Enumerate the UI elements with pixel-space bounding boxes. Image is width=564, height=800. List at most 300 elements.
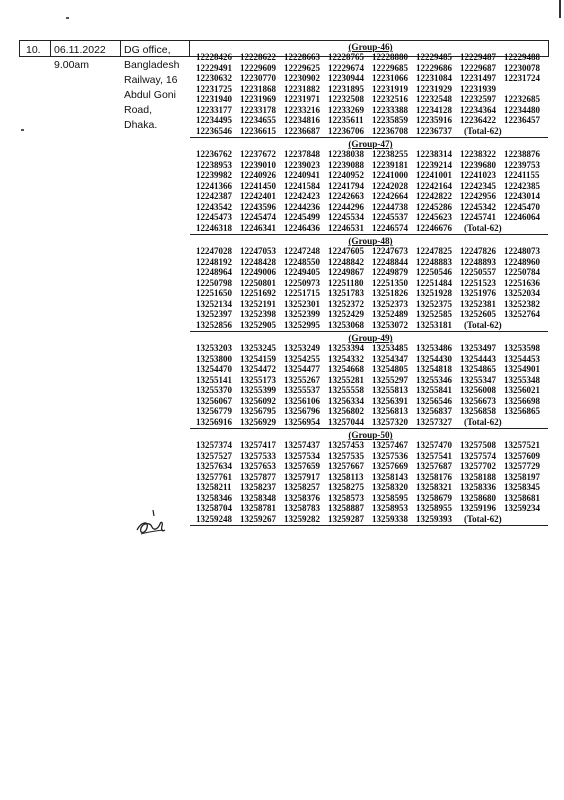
roll-number: 13252372 [328, 298, 364, 309]
roll-number: 12228622 [240, 52, 276, 62]
roll-number: 13255346 [416, 374, 452, 385]
roll-number: 13257044 [328, 416, 364, 427]
roll-number: 12235611 [328, 115, 364, 125]
roll-number: 13257659 [284, 461, 320, 471]
roll-number: 12247826 [460, 246, 496, 256]
roll-number: 12245537 [372, 212, 408, 222]
roll-number: 13253497 [460, 343, 496, 353]
roll-number: 12231929 [416, 83, 452, 94]
roll-number: 12228880 [372, 52, 408, 62]
roll-number: 12239088 [328, 159, 364, 170]
roll-number: 13258321 [416, 482, 452, 492]
roll-number: 13259338 [372, 513, 408, 524]
roll-number: 13258783 [284, 503, 320, 513]
roll-number: 13253072 [372, 319, 408, 330]
group-total: (Total-62) [464, 319, 502, 330]
roll-row [196, 202, 545, 213]
roll-number: 12249867 [328, 267, 364, 277]
roll-number: 12231724 [504, 73, 540, 83]
roll-number: 12247248 [284, 246, 320, 256]
roll-number: 12245741 [460, 212, 496, 222]
roll-number: 13255348 [504, 374, 540, 385]
roll-number: 12232685 [504, 94, 540, 104]
roll-number: 13254347 [372, 353, 408, 364]
roll-row [196, 354, 545, 365]
roll-number: 12242663 [328, 191, 364, 201]
roll-number: 13254865 [460, 364, 496, 374]
roll-number: 12251180 [328, 277, 364, 288]
roll-number: 13251783 [328, 288, 364, 298]
roll-number: 12232516 [372, 94, 408, 104]
roll-number: 13256795 [240, 406, 276, 416]
roll-number: 12241794 [328, 180, 364, 191]
roll-number: 12246318 [196, 222, 232, 233]
roll-number: 12239010 [240, 159, 276, 170]
venue-cell [121, 41, 190, 131]
roll-number: 12248883 [416, 256, 452, 267]
roll-number: 13253800 [196, 353, 232, 364]
roll-number: 13256916 [196, 416, 232, 427]
roll-number: 12236615 [240, 125, 276, 136]
venue-line: Dhaka. [124, 119, 158, 131]
roll-number: 13255841 [416, 385, 452, 395]
roll-number: 12251484 [416, 277, 452, 288]
roll-number: 12246341 [240, 222, 276, 233]
roll-row [196, 375, 545, 386]
roll-row [196, 278, 545, 289]
roll-number: 13256865 [504, 406, 540, 416]
roll-row [196, 149, 545, 160]
roll-number: 13258680 [460, 492, 496, 503]
roll-number: 12243014 [504, 191, 540, 201]
roll-number: 12249006 [240, 267, 276, 277]
roll-number: 12242028 [372, 180, 408, 191]
roll-number: 13256391 [372, 395, 408, 406]
roll-row [196, 63, 545, 74]
roll-number: 12242423 [284, 191, 320, 201]
roll-number: 12236687 [284, 125, 320, 136]
roll-number: 13259393 [416, 513, 452, 524]
roll-number: 12248550 [284, 256, 320, 267]
roll-number: 12231940 [196, 94, 232, 104]
roll-number: 13253203 [196, 343, 232, 353]
roll-number: 12232508 [328, 94, 364, 104]
roll-number: 13252856 [196, 319, 232, 330]
roll-number: 12251715 [284, 288, 320, 298]
roll-row [196, 451, 545, 462]
venue-line: Bangladesh [124, 59, 180, 71]
roll-number: 13257437 [284, 440, 320, 450]
roll-number: 12229485 [416, 52, 452, 62]
roll-number: 13251928 [416, 288, 452, 298]
roll-number: 13259234 [504, 503, 540, 513]
roll-number: 13254443 [460, 353, 496, 364]
roll-number: 12230944 [328, 73, 364, 83]
roll-number: 13253181 [416, 319, 452, 330]
roll-number: 13254453 [504, 353, 540, 364]
roll-row [196, 212, 545, 223]
roll-row [196, 257, 545, 268]
roll-number: 12238953 [196, 159, 232, 170]
roll-number: 13257702 [460, 461, 496, 471]
roll-number: 13252301 [284, 298, 320, 309]
roll-number: 13252764 [504, 309, 540, 319]
roll-number: 12248192 [196, 256, 232, 267]
roll-number: 12231497 [460, 73, 496, 83]
roll-number: 12236546 [196, 125, 232, 136]
roll-number: 12230770 [240, 73, 276, 83]
group-title: (Group-46) [348, 42, 393, 52]
roll-row [196, 126, 545, 137]
roll-row [196, 406, 545, 417]
roll-number: 13252191 [240, 298, 276, 309]
roll-number: 13253485 [372, 343, 408, 353]
roll-number: 12233178 [240, 104, 276, 115]
roll-number: 12250801 [240, 277, 276, 288]
roll-number: 13256008 [460, 385, 496, 395]
schedule-table [19, 40, 549, 524]
roll-number: 13258704 [196, 503, 232, 513]
roll-number: 13254159 [240, 353, 276, 364]
roll-number: 12240941 [284, 170, 320, 180]
roll-number: 13252605 [460, 309, 496, 319]
roll-number: 13257320 [372, 416, 408, 427]
roll-number: 12239214 [416, 159, 452, 170]
scan-speck [66, 17, 69, 19]
roll-number: 13252489 [372, 309, 408, 319]
roll-number: 13257609 [504, 450, 540, 461]
roll-number: 13252397 [196, 309, 232, 319]
roll-number: 13256796 [284, 406, 320, 416]
roll-number: 13254668 [328, 364, 364, 374]
roll-number: 12230632 [196, 73, 232, 83]
roll-number: 12234495 [196, 115, 232, 125]
group-block [190, 41, 548, 138]
roll-number: 13256546 [416, 395, 452, 406]
roll-number: 12247053 [240, 246, 276, 256]
roll-row [196, 246, 545, 257]
roll-number: 12236762 [196, 149, 232, 159]
roll-number: 13255267 [284, 374, 320, 385]
roll-number: 13256802 [328, 406, 364, 416]
roll-number: 13252905 [240, 319, 276, 330]
roll-row [196, 396, 545, 407]
roll-number: 12246676 [416, 222, 452, 233]
roll-number: 13256954 [284, 416, 320, 427]
roll-number: 13254901 [504, 364, 540, 374]
roll-number: 12242401 [240, 191, 276, 201]
roll-number: 13255537 [284, 385, 320, 395]
roll-number: 13252399 [284, 309, 320, 319]
roll-number: 12250973 [284, 277, 320, 288]
roll-number: 13257653 [240, 461, 276, 471]
roll-row [196, 223, 545, 234]
roll-row [196, 160, 545, 171]
roll-number: 13257453 [328, 440, 364, 450]
roll-number: 12233216 [284, 104, 320, 115]
roll-row [196, 181, 545, 192]
roll-number: 13258275 [328, 482, 364, 492]
roll-number: 13258953 [372, 503, 408, 513]
roll-number: 12249879 [372, 267, 408, 277]
roll-number: 13259196 [460, 503, 496, 513]
roll-number: 13253249 [284, 343, 320, 353]
roll-number: 13258211 [196, 482, 232, 492]
roll-number: 12229685 [372, 62, 408, 73]
roll-number: 13258320 [372, 482, 408, 492]
roll-number: 12241366 [196, 180, 232, 191]
roll-number: 12236457 [504, 115, 540, 125]
roll-number: 12236708 [372, 125, 408, 136]
roll-number: 13257541 [416, 450, 452, 461]
roll-number: 12244738 [372, 201, 408, 212]
roll-number: 13256813 [372, 406, 408, 416]
roll-number: 12235916 [416, 115, 452, 125]
group-title: (Group-47) [348, 139, 393, 149]
venue-line: DG office, [124, 44, 171, 56]
group-block [190, 138, 548, 235]
roll-number: 13257508 [460, 440, 496, 450]
roll-number: 12251692 [240, 288, 276, 298]
roll-number: 12245286 [416, 201, 452, 212]
roll-number: 12231725 [196, 83, 232, 94]
roll-number: 13257467 [372, 440, 408, 450]
roll-number: 13256106 [284, 395, 320, 406]
roll-number: 12233388 [372, 104, 408, 115]
roll-number: 13252375 [416, 298, 452, 309]
venue-line: Abdul Goni [124, 89, 176, 101]
roll-number: 12229491 [196, 62, 232, 73]
roll-number: 12236737 [416, 125, 452, 136]
roll-number: 13258113 [328, 471, 364, 482]
roll-number: 12238038 [328, 149, 364, 159]
roll-number: 13252134 [196, 298, 232, 309]
roll-number: 12239181 [372, 159, 408, 170]
signature [133, 508, 167, 538]
roll-number: 12245470 [504, 201, 540, 212]
roll-number: 12241450 [240, 180, 276, 191]
roll-number: 13254805 [372, 364, 408, 374]
group-block [190, 332, 548, 429]
roll-row [196, 115, 545, 126]
roll-number: 13255558 [328, 385, 364, 395]
roll-number: 13257634 [196, 461, 232, 471]
roll-number: 12245534 [328, 212, 364, 222]
roll-number: 13259267 [240, 513, 276, 524]
roll-number: 12245474 [240, 212, 276, 222]
roll-row [196, 472, 545, 483]
roll-number: 13255347 [460, 374, 496, 385]
roll-number: 13256698 [504, 395, 540, 406]
roll-number: 13254477 [284, 364, 320, 374]
roll-number: 12238322 [460, 149, 496, 159]
roll-number: 13259287 [328, 513, 364, 524]
roll-number: 13258257 [284, 482, 320, 492]
group-total: (Total-62) [464, 125, 502, 136]
roll-number: 12245473 [196, 212, 232, 222]
roll-number: 13256092 [240, 395, 276, 406]
roll-number: 12238314 [416, 149, 452, 159]
roll-number: 12233269 [328, 104, 364, 115]
roll-number: 12242956 [460, 191, 496, 201]
roll-number: 12229687 [460, 62, 496, 73]
roll-number: 13257729 [504, 461, 540, 471]
roll-number: 13256858 [460, 406, 496, 416]
roll-number: 13257667 [328, 461, 364, 471]
group-block [190, 429, 548, 526]
roll-row [196, 493, 545, 504]
roll-number: 12250784 [504, 267, 540, 277]
roll-number: 13252398 [240, 309, 276, 319]
roll-number: 12232597 [460, 94, 496, 104]
roll-number: 13257536 [372, 450, 408, 461]
roll-number: 13254255 [284, 353, 320, 364]
scan-speck [21, 129, 24, 131]
roll-number: 12242387 [196, 191, 232, 201]
roll-number: 12242822 [416, 191, 452, 201]
venue-line: Railway, 16 [124, 74, 178, 86]
roll-number: 12231895 [328, 83, 364, 94]
roll-number: 12251350 [372, 277, 408, 288]
roll-number: 13257533 [240, 450, 276, 461]
group-total: (Total-62) [464, 513, 502, 524]
group-total: (Total-62) [464, 222, 502, 233]
roll-number: 12229488 [504, 52, 540, 62]
roll-number: 13253486 [416, 343, 452, 353]
roll-number: 13256673 [460, 395, 496, 406]
roll-number: 13252585 [416, 309, 452, 319]
roll-number: 13255281 [328, 374, 364, 385]
roll-number: 13258345 [504, 482, 540, 492]
roll-row [196, 461, 545, 472]
roll-number: 13258376 [284, 492, 320, 503]
roll-number: 12231969 [240, 94, 276, 104]
roll-number: 12242164 [416, 180, 452, 191]
roll-number: 12248842 [328, 256, 364, 267]
roll-number: 12238876 [504, 149, 540, 159]
roll-number: 12243596 [240, 201, 276, 212]
roll-number: 12234816 [284, 115, 320, 125]
roll-number: 12248844 [372, 256, 408, 267]
roll-number: 12237672 [240, 149, 276, 159]
roll-number: 13255141 [196, 374, 232, 385]
roll-number: 12229487 [460, 52, 496, 62]
serial-cell [20, 41, 51, 56]
roll-number: 12240952 [328, 170, 364, 180]
date-time-cell [51, 41, 121, 71]
roll-number: 13259282 [284, 513, 320, 524]
roll-number: 13255399 [240, 385, 276, 395]
roll-number: 13257417 [240, 440, 276, 450]
roll-number: 13251826 [372, 288, 408, 298]
group-title: (Group-50) [348, 430, 393, 440]
roll-row [196, 73, 545, 84]
roll-number: 13257327 [416, 416, 452, 427]
roll-number: 13257877 [240, 471, 276, 482]
roll-number: 13258197 [504, 471, 540, 482]
roll-number: 12245623 [416, 212, 452, 222]
roll-number: 12250798 [196, 277, 232, 288]
roll-number: 12231868 [240, 83, 276, 94]
roll-number: 13258595 [372, 492, 408, 503]
roll-number: 13258336 [460, 482, 496, 492]
roll-number: 12231919 [372, 83, 408, 94]
roll-row [196, 105, 545, 116]
roll-number: 13255297 [372, 374, 408, 385]
roll-number: 13252429 [328, 309, 364, 319]
roll-number: 12229625 [284, 62, 320, 73]
roll-number: 13257535 [328, 450, 364, 461]
roll-number: 13256837 [416, 406, 452, 416]
roll-number: 13255370 [196, 385, 232, 395]
roll-number: 12247605 [328, 246, 364, 256]
roll-row [196, 191, 545, 202]
roll-number: 13257527 [196, 450, 232, 461]
roll-number: 12248893 [460, 256, 496, 267]
roll-number: 13258681 [504, 492, 540, 503]
roll-row [196, 440, 545, 451]
roll-number: 12238255 [372, 149, 408, 159]
roll-number: 12244236 [284, 201, 320, 212]
roll-number: 12246531 [328, 222, 364, 233]
roll-number: 12251650 [196, 288, 232, 298]
roll-number: 12233177 [196, 104, 232, 115]
page-edge-line [559, 0, 561, 18]
roll-number: 12250546 [416, 267, 452, 277]
roll-number: 12249405 [284, 267, 320, 277]
group-total: (Total-62) [464, 416, 502, 427]
roll-number: 13254472 [240, 364, 276, 374]
roll-row [196, 52, 545, 63]
roll-number: 12239680 [460, 159, 496, 170]
roll-number: 13252995 [284, 319, 320, 330]
roll-number: 13253245 [240, 343, 276, 353]
roll-number: 13258781 [240, 503, 276, 513]
roll-number: 12246064 [504, 212, 540, 222]
roll-number: 13257521 [504, 440, 540, 450]
roll-number: 12234655 [240, 115, 276, 125]
roll-number: 13258346 [196, 492, 232, 503]
roll-number: 13258176 [416, 471, 452, 482]
serial-number: 10. [26, 44, 41, 56]
roll-number: 13256334 [328, 395, 364, 406]
roll-number: 12247825 [416, 246, 452, 256]
roll-number: 12248960 [504, 256, 540, 267]
roll-number: 12239982 [196, 170, 232, 180]
roll-number: 12248073 [504, 246, 540, 256]
roll-number: 13257761 [196, 471, 232, 482]
roll-number: 12241000 [372, 170, 408, 180]
roll-number: 13257470 [416, 440, 452, 450]
roll-number: 12245499 [284, 212, 320, 222]
roll-number: 13257574 [460, 450, 496, 461]
roll-number: 13254470 [196, 364, 232, 374]
roll-number: 12248964 [196, 267, 232, 277]
roll-row [196, 267, 545, 278]
roll-row [196, 320, 545, 331]
roll-row [196, 309, 545, 320]
roll-row [196, 299, 545, 310]
roll-number: 12234480 [504, 104, 540, 115]
roll-number: 12237848 [284, 149, 320, 159]
roll-number: 13252034 [504, 288, 540, 298]
roll-number: 13258237 [240, 482, 276, 492]
roll-number: 12229674 [328, 62, 364, 73]
roll-number: 12251523 [460, 277, 496, 288]
roll-number: 13251976 [460, 288, 496, 298]
roll-number: 13252373 [372, 298, 408, 309]
roll-number: 12241023 [460, 170, 496, 180]
